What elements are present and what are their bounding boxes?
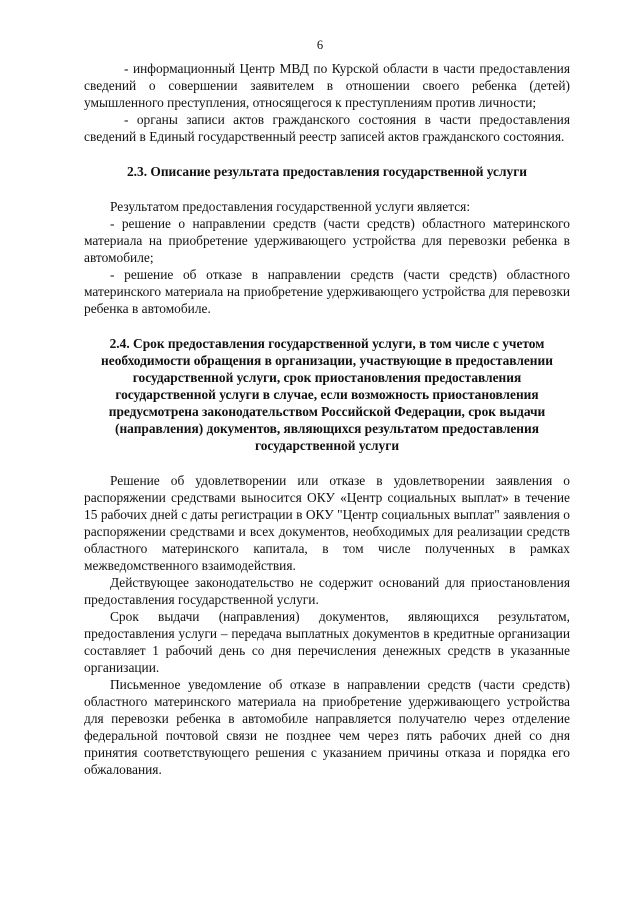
page-number: 6 (316, 38, 324, 52)
paragraph: Действующее законодательство не содержит оснований для приостановления предоставления государственной услуги. (84, 575, 570, 607)
document-body (84, 60, 570, 778)
paragraph: Решение об удовлетворении или отказе в удовлетворении заявления о распоряжении средствами выносится ОКУ «Центр социальных выплат» в течение 15 рабочих дней с даты регистрации в ОКУ "Центр социальных выплат" заявления о распоряжении средствами и всех документов, необходимых для реализации средств областного материнского капитала, в том числе полученных в рамках межведомственного взаимодействия. (84, 473, 570, 573)
section-2-4-heading: 2.4. Срок предоставления государственной услуги, в том числе с учетом необходимости обращения в организации, участвующие в предоставлении государственной услуги, срок приостановления предоставления государственной услуги в случае, если возможность приостановления предусмотрена законодательством Российской Федерации, срок выдачи (направления) документов, являющихся результатом предоставления государственной услуги (101, 336, 553, 453)
list-item: - решение об отказе в направлении средств (части средств) областного материнского материала на приобретение удерживающего устройства для перевозки ребенка в автомобиле. (84, 267, 570, 316)
paragraph: Письменное уведомление об отказе в направлении средств (части средств) областного материнского материала на приобретение удерживающего устройства для перевозки ребенка в автомобиле направляется получателю через отделение федеральной почтовой связи не позднее чем через пять рабочих дней со дня принятия соответствующего решения с указанием причины отказа и порядка его обжалования. (84, 677, 570, 777)
list-item: - информационный Центр МВД по Курской области в части предоставления сведений о совершении заявителем в отношении своего ребенка (детей) умышленного преступления, относящегося к преступлениям против личности; (84, 61, 570, 110)
list-item: - решение о направлении средств (части средств) областного материнского материала на приобретение удерживающего устройства для перевозки ребенка в автомобиле; (84, 216, 570, 265)
list-item: - органы записи актов гражданского состояния в части предоставления сведений в Единый государственный реестр записей актов гражданского состояния. (84, 112, 570, 144)
section-2-3-intro: Результатом предоставления государственной услуги является: (110, 199, 471, 214)
paragraph: Срок выдачи (направления) документов, являющихся результатом, предоставления услуги – передача выплатных документов в кредитные организации составляет 1 рабочий день со дня перечисления денежных средств в указанные организации. (84, 609, 570, 675)
section-2-3-heading: 2.3. Описание результата предоставления государственной услуги (126, 164, 528, 179)
